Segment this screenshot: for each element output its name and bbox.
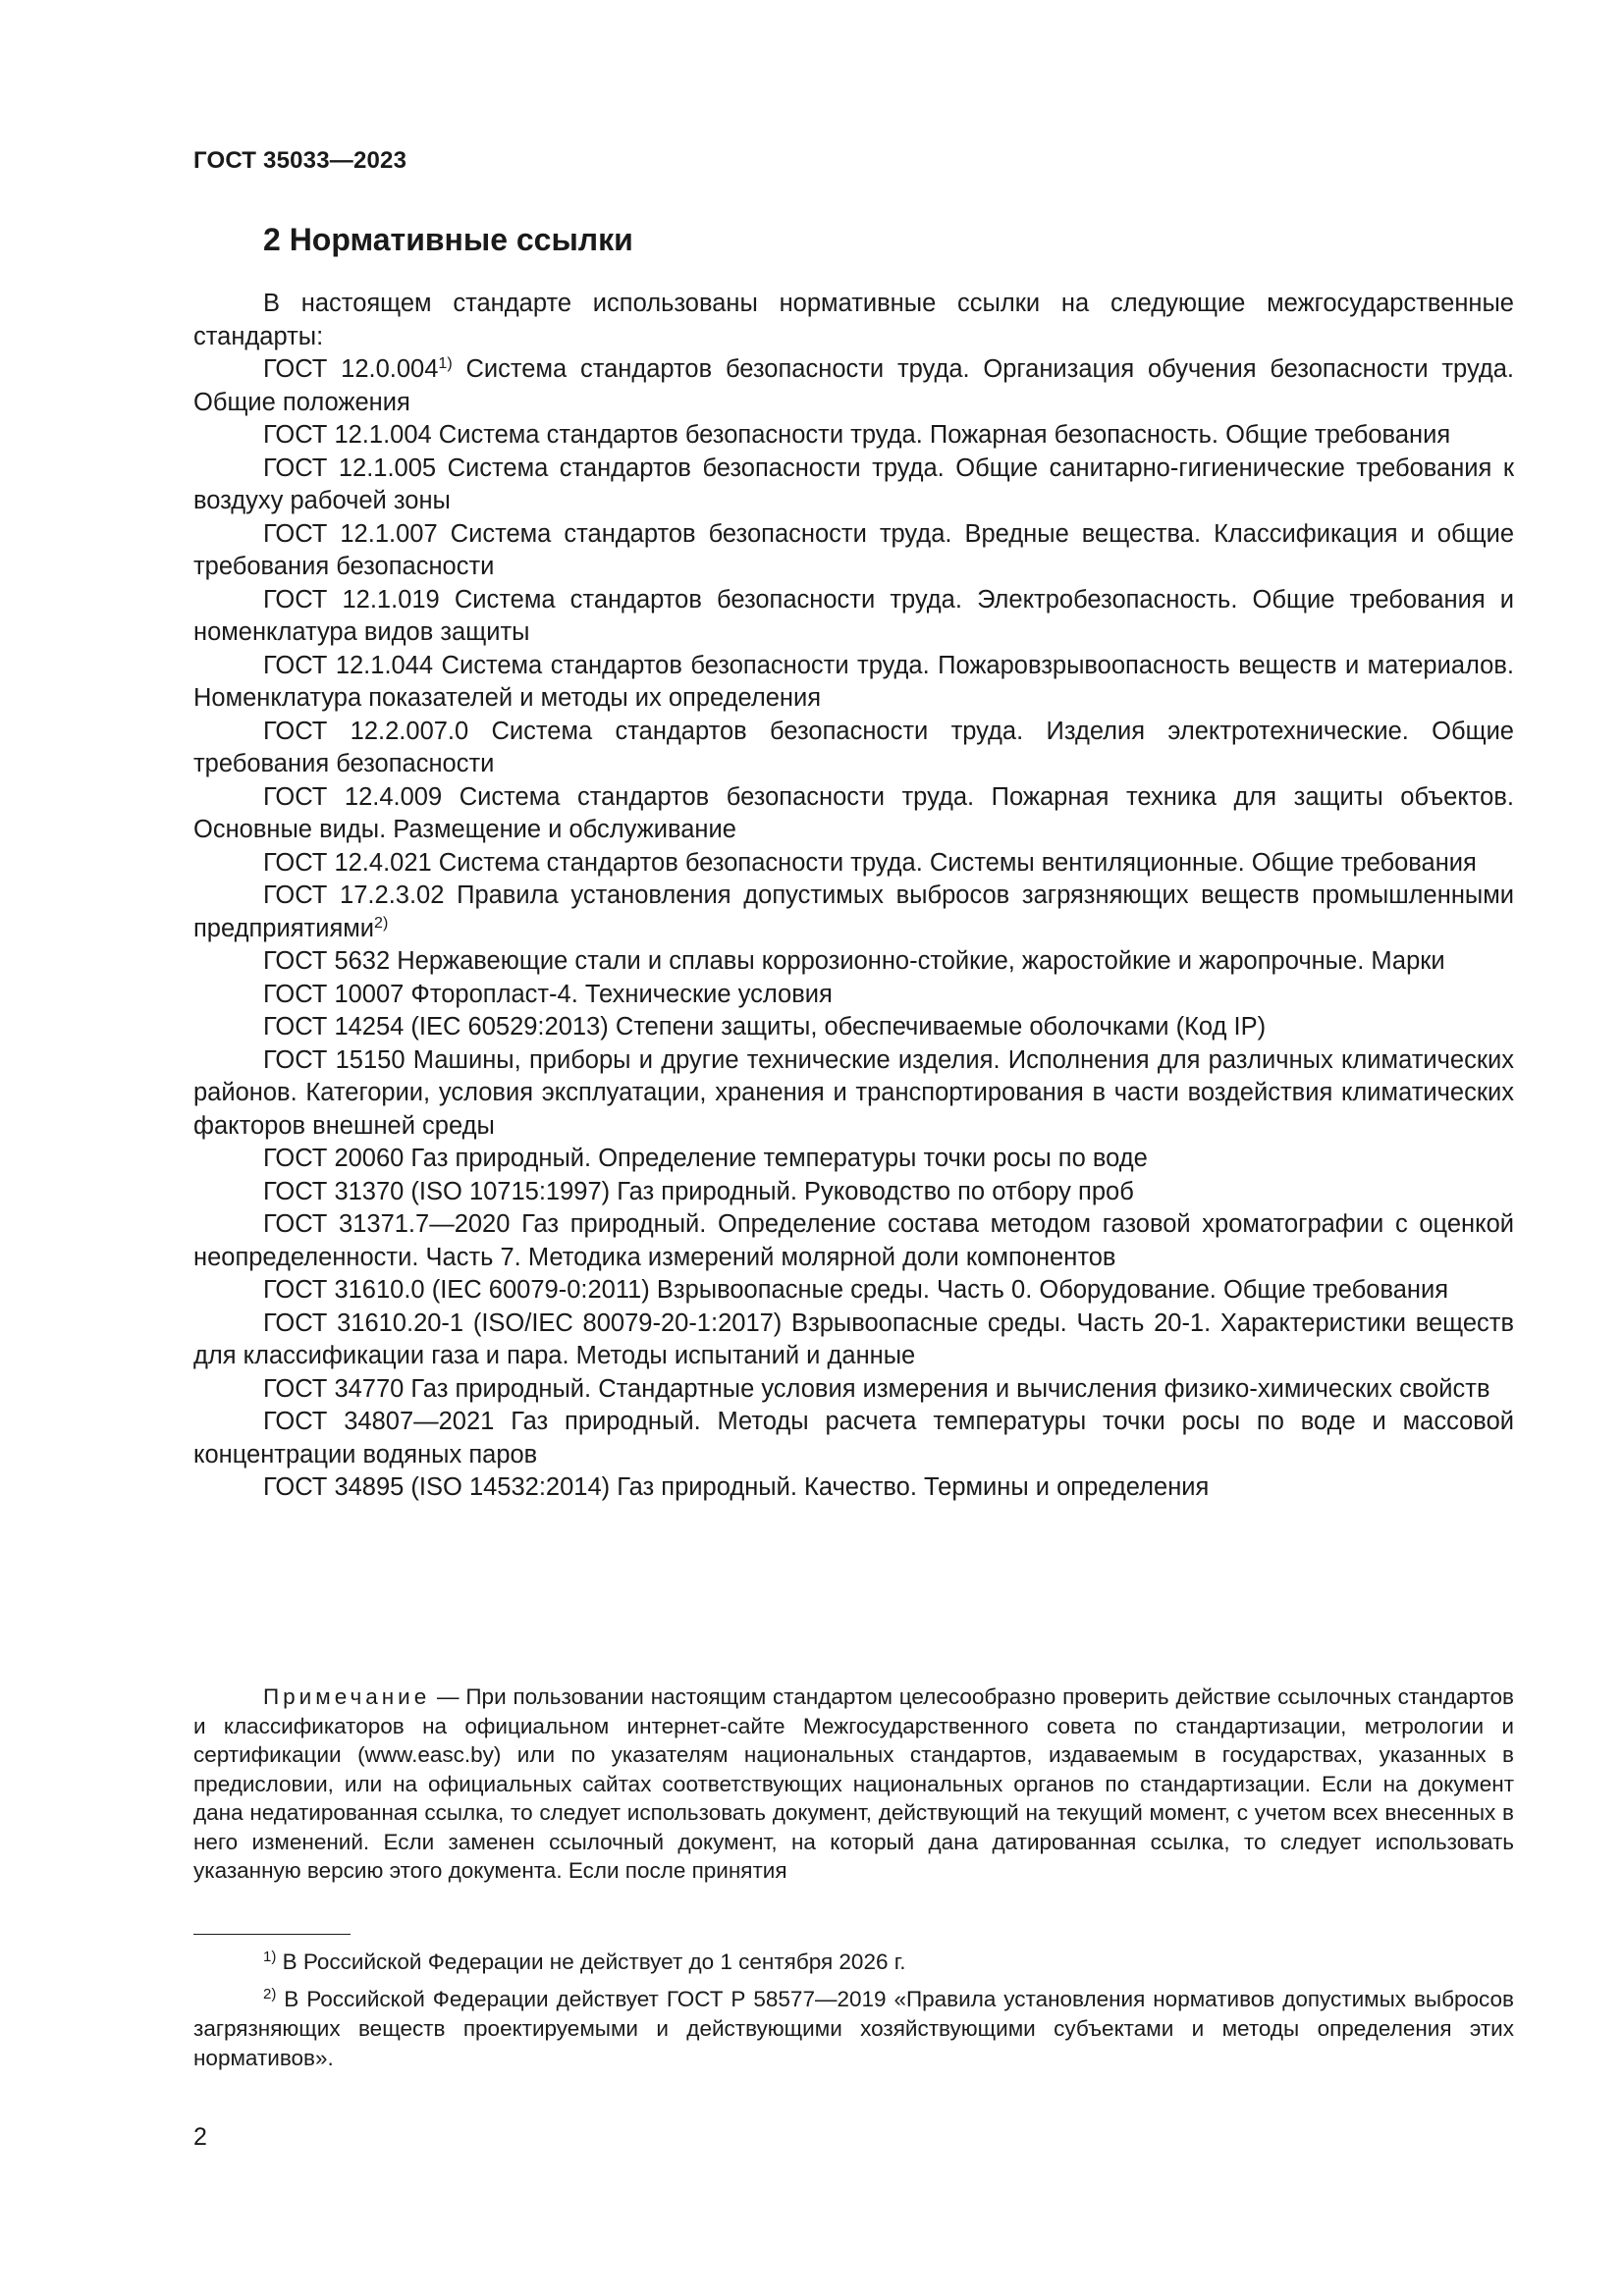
- note-paragraph: [193, 1682, 1514, 1886]
- reference-item: ГОСТ 34895 (ISO 14532:2014) Газ природный. Качество. Термины и определения: [263, 1473, 1210, 1501]
- reference-item: ГОСТ 12.1.007 Система стандартов безопасности труда. Вредные вещества. Классификация и общие требования безопасности: [193, 519, 1514, 580]
- footnote-divider: [193, 1934, 351, 1935]
- reference-item: ГОСТ 31610.0 (IEC 60079-0:2011) Взрывоопасные среды. Часть 0. Оборудование. Общие требования: [263, 1276, 1449, 1304]
- footnote-item: $^{1)}$ В Российской Федерации не действует до 1 сентября 2026 г.: [263, 1949, 906, 1974]
- footnote-mark: 2): [263, 1986, 277, 2002]
- reference-item: ГОСТ 14254 (IEC 60529:2013) Степени защиты, обеспечиваемые оболочками (Код IP): [263, 1013, 1267, 1041]
- reference-item: ГОСТ 12.1.005 Система стандартов безопасности труда. Общие санитарно-гигиенические требования к воздуху рабочей зоны: [193, 454, 1514, 514]
- note-text: — При пользовании настоящим стандартом целесообразно проверить действие ссылочных стандартов и классификаторов на официальном интернет-сайте Межгосударственного совета по стандартизации, метрологии и сертификации (www.easc.by) или по указателям национальных стандартов, издаваемым в государствах, указанных в предисловии, или на официальных сайтах соответствующих национальных органов по стандартизации. Если на документ дана недатированная ссылка, то следует использовать документ, действующий на текущий момент, с учетом всех внесенных в него изменений. Если заменен ссылочный документ, на который дана датированная ссылка, то следует использовать указанную версию этого документа. Если после принятия: [193, 1684, 1514, 1883]
- reference-item: ГОСТ 31610.20-1 (ISO/IEC 80079-20-1:2017) Взрывоопасные среды. Часть 20-1. Характеристики веществ для классификации газа и пара. Методы испытаний и данные: [193, 1308, 1514, 1369]
- reference-item: ГОСТ 31371.7—2020 Газ природный. Определение состава методом газовой хроматографии с оценкой неопределенности. Часть 7. Методика измерений молярной доли компонентов: [193, 1210, 1514, 1271]
- footnote-item: $^{2)}$ В Российской Федерации действует ГОСТ Р 58577—2019 «Правила установления нормативов допустимых выбросов загрязняющих веществ проектируемыми и действующими хозяйствующими субъектами и методы определения этих нормативов».: [193, 1986, 1514, 2070]
- references-body: [193, 288, 1514, 1505]
- reference-item: ГОСТ 20060 Газ природный. Определение температуры точки росы по воде: [263, 1145, 1148, 1172]
- footnote-marker: 1): [438, 355, 453, 372]
- footnote-marker: 2): [374, 914, 389, 932]
- reference-item: ГОСТ 34807—2021 Газ природный. Методы расчета температуры точки росы по воде и массовой концентрации водяных паров: [193, 1408, 1514, 1468]
- note-label: Примечание: [263, 1684, 431, 1709]
- reference-item: ГОСТ 34770 Газ природный. Стандартные условия измерения и вычисления физико-химических свойств: [263, 1374, 1490, 1403]
- page-number: 2: [193, 2123, 207, 2151]
- section-title: 2 Нормативные ссылки: [263, 222, 633, 257]
- footnote-mark: 1): [263, 1949, 277, 1965]
- reference-item: ГОСТ 12.4.009 Система стандартов безопасности труда. Пожарная техника для защиты объектов. Основные виды. Размещение и обслуживание: [193, 782, 1514, 843]
- reference-item: ГОСТ 10007 Фторопласт-4. Технические условия: [263, 980, 833, 1008]
- reference-item: ГОСТ 12.0.004$^{1)}$ Система стандартов безопасности труда. Организация обучения безопасности труда. Общие положения: [193, 355, 1514, 416]
- footnotes: [193, 1948, 1514, 2081]
- document-id-header: ГОСТ 35033—2023: [193, 147, 407, 174]
- reference-item: ГОСТ 17.2.3.02 Правила установления допустимых выбросов загрязняющих веществ промышленными предприятиями$^{2)}$: [193, 881, 1514, 942]
- reference-item: ГОСТ 12.1.019 Система стандартов безопасности труда. Электробезопасность. Общие требования и номенклатура видов защиты: [193, 585, 1514, 646]
- intro-paragraph: В настоящем стандарте использованы нормативные ссылки на следующие межгосударственные стандарты:: [193, 290, 1514, 350]
- reference-item: ГОСТ 31370 (ISO 10715:1997) Газ природный. Руководство по отбору проб: [263, 1177, 1134, 1205]
- reference-item: ГОСТ 12.1.004 Система стандартов безопасности труда. Пожарная безопасность. Общие требования: [263, 421, 1451, 449]
- reference-item: ГОСТ 12.1.044 Система стандартов безопасности труда. Пожаровзрывоопасность веществ и материалов. Номенклатура показателей и методы их определения: [193, 651, 1514, 712]
- reference-item: ГОСТ 12.4.021 Система стандартов безопасности труда. Системы вентиляционные. Общие требования: [263, 848, 1477, 877]
- reference-item: ГОСТ 5632 Нержавеющие стали и сплавы коррозионно-стойкие, жаростойкие и жаропрочные. Марки: [263, 947, 1445, 975]
- reference-item: ГОСТ 12.2.007.0 Система стандартов безопасности труда. Изделия электротехнические. Общие требования безопасности: [193, 717, 1514, 777]
- reference-item: ГОСТ 15150 Машины, приборы и другие технические изделия. Исполнения для различных климатических районов. Категории, условия эксплуатации, хранения и транспортирования в части воздействия климатических факторов внешней среды: [193, 1045, 1514, 1140]
